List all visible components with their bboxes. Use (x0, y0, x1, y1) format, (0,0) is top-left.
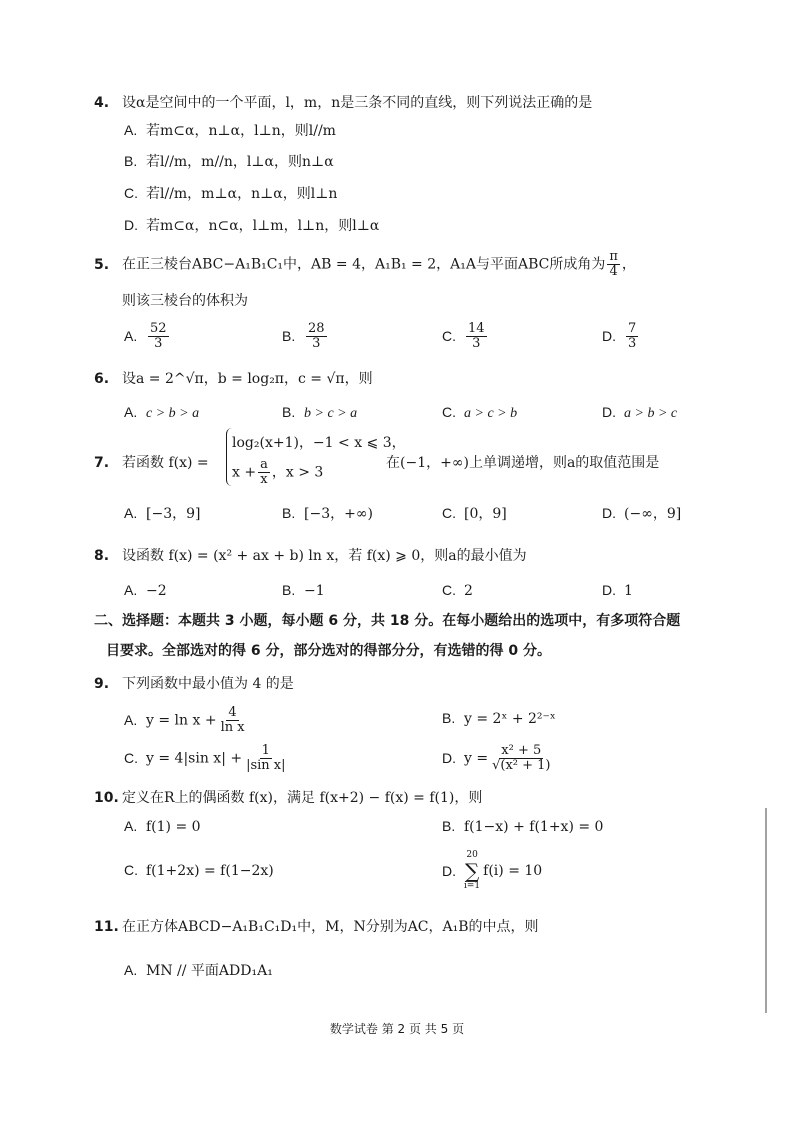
option-label: C. (442, 505, 456, 521)
fraction-numerator: 14 (468, 321, 485, 336)
case-expression: x + (232, 464, 257, 481)
option-fraction (466, 322, 487, 351)
q6-option-a (124, 404, 199, 422)
q10-option-d (442, 850, 542, 892)
option-text: a > b > c (624, 406, 678, 421)
option-text: y = (464, 750, 489, 767)
option-fraction (626, 322, 638, 351)
option-text: 若l//m，m//n，l⊥α，则n⊥α (146, 154, 334, 170)
option-text: 2 (464, 583, 473, 599)
question-number: 4. (94, 95, 110, 111)
option-text: b > c > a (304, 406, 358, 421)
option-text: [0，9] (464, 506, 507, 522)
option-label: D. (124, 217, 138, 233)
fraction-denominator: 3 (154, 336, 163, 351)
option-label: B. (282, 327, 296, 344)
fraction-numerator: 4 (228, 705, 237, 720)
option-label: A. (124, 962, 138, 978)
piecewise-case-2 (232, 458, 323, 487)
fraction-denominator: ln x (220, 720, 245, 735)
question-8 (94, 545, 527, 565)
option-text: 若m⊂α，n⊥α，l⊥n，则l//m (146, 123, 336, 139)
option-text: −1 (304, 583, 325, 599)
option-text: f(1+2x) = f(1−2x) (146, 863, 274, 879)
section-2-line-1: 二、选择题：本题共 3 小题，每小题 6 分，共 18 分。在每小题给出的选项中，有多项符合题 (94, 613, 681, 629)
option-label: A. (124, 122, 138, 138)
option-label: B. (442, 818, 456, 834)
q5-option-d (602, 322, 640, 351)
question-stem-start: 若函数 f(x) = (122, 455, 209, 471)
case-fraction (258, 458, 270, 487)
option-fraction (306, 322, 327, 351)
option-label: B. (124, 153, 138, 169)
question-7-stem-rest: 在(−1，+∞)上单调递增，则a的取值范围是 (386, 455, 660, 471)
option-fraction (219, 706, 247, 735)
question-5-stem-line2: 则该三棱台的体积为 (122, 293, 248, 309)
question-7 (94, 452, 209, 472)
piecewise-case-1: log₂(x+1)，−1 < x ⩽ 3， (232, 435, 406, 451)
option-text: −2 (146, 583, 167, 599)
question-stem: 设α是空间中的一个平面，l，m，n是三条不同的直线，则下列说法正确的是 (122, 95, 593, 111)
question-5 (94, 250, 636, 279)
option-label: A. (124, 327, 138, 344)
fraction-denominator: 3 (312, 336, 321, 351)
q10-option-c (124, 862, 274, 879)
section-2-line-2: 目要求。全部选对的得 6 分，部分选对的得部分分，有选错的得 0 分。 (106, 643, 551, 659)
q10-option-a (124, 818, 201, 835)
q8-option-a (124, 582, 167, 599)
option-text: y = 4|sin x| + (146, 750, 243, 767)
question-stem: 下列函数中最小值为 4 的是 (122, 676, 294, 692)
question-6 (94, 368, 373, 388)
q6-option-c (442, 404, 517, 422)
fraction-denominator: |sin x| (246, 758, 286, 773)
fraction-denominator: 3 (628, 336, 637, 351)
question-11 (94, 916, 539, 936)
option-label: D. (442, 863, 456, 879)
option-text: c > b > a (146, 406, 200, 421)
option-label: C. (442, 404, 456, 420)
option-text: y = ln x + (146, 712, 217, 729)
fraction-denominator: 4 (609, 264, 618, 279)
q8-option-c (442, 582, 473, 599)
option-label: A. (124, 711, 138, 728)
page-footer: 数学试卷 第 2 页 共 5 页 (329, 1022, 465, 1036)
q5-option-b (282, 322, 329, 351)
option-label: A. (124, 404, 138, 420)
option-text: y = 2ˣ + 2²⁻ˣ (464, 711, 556, 727)
question-4 (94, 92, 592, 112)
question-number: 7. (94, 455, 110, 471)
q9-option-a (124, 706, 249, 735)
q5-option-a (124, 322, 171, 351)
fraction-numerator: 52 (150, 321, 167, 336)
option-label: D. (442, 749, 456, 766)
option-label: C. (124, 862, 138, 878)
option-text: f(1) = 0 (146, 819, 201, 835)
angle-fraction (607, 250, 620, 279)
sigma-symbol: ∑ (464, 859, 480, 883)
option-label: A. (124, 582, 138, 598)
scan-edge-line (765, 808, 767, 1013)
option-text: a > c > b (464, 406, 518, 421)
q9-option-b (442, 710, 556, 727)
fraction-numerator: a (260, 457, 268, 472)
option-label: D. (602, 505, 616, 521)
question-number: 11. (94, 919, 119, 935)
q10-option-b (442, 818, 603, 835)
option-text: 若l//m，m⊥α，n⊥α，则l⊥n (146, 186, 338, 202)
option-text: [−3，+∞) (304, 506, 373, 522)
option-label: C. (124, 185, 138, 201)
question-stem: 在正方体ABCD−A₁B₁C₁D₁中，M，N分别为AC，A₁B的中点，则 (122, 919, 539, 935)
q11-option-a (124, 960, 273, 980)
fraction-numerator: 28 (308, 321, 325, 336)
summation (464, 850, 480, 892)
question-number: 8. (94, 548, 110, 564)
option-label: C. (442, 327, 456, 344)
q7-option-b (282, 503, 373, 523)
option-fraction (148, 322, 169, 351)
option-label: B. (442, 710, 456, 726)
option-label: B. (282, 404, 296, 420)
fraction-denominator: x (260, 472, 268, 487)
option-text: f(i) = 10 (483, 863, 543, 879)
question-10 (94, 787, 482, 807)
q4-option-d (124, 215, 379, 235)
q9-option-d (442, 744, 555, 773)
q6-option-d (602, 404, 677, 422)
fraction-denominator: √(x² + 1) (492, 758, 551, 773)
option-label: D. (602, 582, 616, 598)
option-text: 若m⊂α，n⊂α，l⊥m，l⊥n，则l⊥α (146, 218, 380, 234)
q4-option-b (124, 151, 334, 171)
option-text: (−∞，9] (624, 506, 682, 522)
option-label: A. (124, 818, 138, 834)
q8-option-b (282, 582, 325, 599)
q9-option-c (124, 744, 290, 773)
option-fraction (490, 744, 552, 773)
q4-option-c (124, 183, 337, 203)
option-text: 1 (624, 583, 633, 599)
q4-option-a (124, 120, 336, 140)
sum-lower-bound: i=1 (464, 881, 481, 891)
question-number: 5. (94, 256, 110, 273)
question-stem: 设函数 f(x) = (x² + ax + b) ln x，若 f(x) ⩾ 0，则a的最小值为 (122, 548, 527, 564)
q7-option-a (124, 503, 200, 523)
option-label: B. (282, 505, 296, 521)
option-text: [−3，9] (146, 506, 201, 522)
option-text: MN // 平面ADD₁A₁ (146, 963, 273, 979)
case-condition: ，x > 3 (271, 464, 324, 481)
option-label: C. (442, 582, 456, 598)
sum-upper-bound: 20 (466, 850, 478, 860)
option-label: B. (282, 582, 296, 598)
option-label: A. (124, 505, 138, 521)
option-label: D. (602, 404, 616, 420)
fraction-numerator: π (609, 249, 618, 264)
question-stem: 在正三棱台ABC−A₁B₁C₁中，AB = 4，A₁B₁ = 2，A₁A与平面ABC所成角为 (122, 256, 606, 273)
option-text: f(1−x) + f(1+x) = 0 (464, 819, 604, 835)
question-number: 10. (94, 790, 119, 806)
option-label: C. (124, 749, 138, 766)
section-2-heading (94, 606, 734, 666)
fraction-denominator: 3 (472, 336, 481, 351)
q6-option-b (282, 404, 357, 422)
fraction-numerator: 1 (261, 743, 270, 758)
q7-option-c (442, 503, 507, 523)
question-number: 6. (94, 371, 110, 387)
question-stem: 设a = 2^√π，b = log₂π，c = √π，则 (122, 371, 373, 387)
question-number: 9. (94, 676, 110, 692)
q7-option-d (602, 503, 681, 523)
option-fraction (244, 744, 287, 773)
question-9 (94, 673, 294, 693)
fraction-numerator: 7 (628, 321, 637, 336)
option-label: D. (602, 327, 616, 344)
question-stem: 定义在R上的偶函数 f(x)，满足 f(x+2) − f(x) = f(1)，则 (122, 790, 483, 806)
question-stem-end: ， (621, 256, 636, 273)
q5-option-c (442, 322, 489, 351)
q8-option-d (602, 582, 633, 599)
fraction-numerator: x² + 5 (501, 743, 542, 758)
